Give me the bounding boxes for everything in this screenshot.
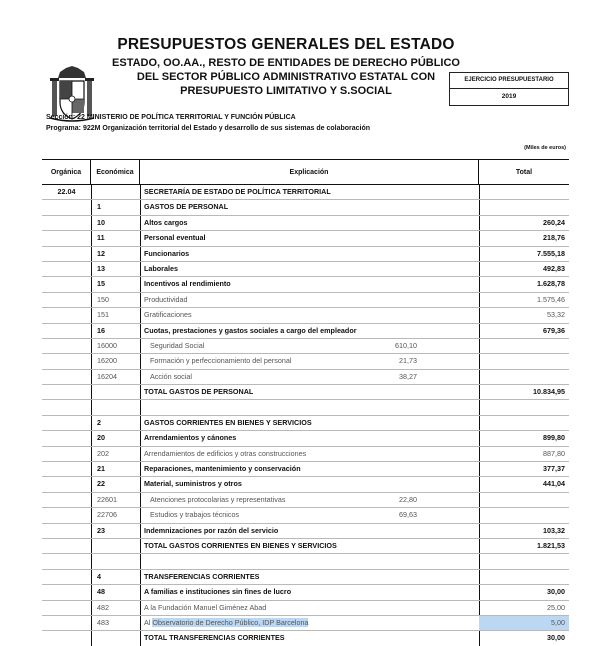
cell-organica	[42, 616, 91, 630]
cell-total: 377,37	[543, 464, 565, 474]
table-row	[42, 262, 569, 277]
subtitle-line: DEL SECTOR PÚBLICO ADMINISTRATIVO ESTATAL CON	[136, 71, 436, 83]
cell-explicacion: Productividad	[144, 294, 188, 304]
table-row	[42, 385, 569, 400]
cell-economica	[91, 400, 140, 414]
cell-total: 30,00	[547, 587, 565, 597]
cell-economica: 12	[97, 248, 105, 258]
cell-explicacion: A familias e instituciones sin fines de lucro	[144, 587, 292, 597]
header-explicacion: Explicación	[140, 160, 479, 184]
programa-line: Programa: 922M Organización territorial del Estado y desarrollo de sus sistemas de colaboración	[46, 125, 371, 132]
cell-organica	[42, 200, 91, 214]
cell-explicacion: GASTOS DE PERSONAL	[144, 202, 229, 212]
cell-explicacion: Formación y perfeccionamiento del personal 21,73	[140, 354, 479, 368]
table-row	[42, 231, 569, 246]
cell-total: 10.834,95	[533, 387, 565, 397]
cell-organica	[42, 277, 91, 291]
cell-organica	[42, 431, 91, 445]
cell-total: 103,32	[543, 525, 565, 535]
cell-total: 7.555,18	[537, 248, 565, 258]
cell-total	[479, 200, 569, 214]
cell-economica: 16200	[97, 356, 117, 366]
cell-economica: 16	[97, 325, 105, 335]
cell-subtotal: 22,80	[399, 494, 417, 504]
header-total: Total	[515, 168, 533, 176]
cell-total	[479, 493, 569, 507]
subtitle-line: PRESUPUESTO LIMITATIVO Y S.SOCIAL	[180, 85, 392, 97]
cell-explicacion: Atenciones protocolarias y representativas 22,80	[140, 493, 479, 507]
cell-total	[479, 508, 569, 522]
cell-total: 218,76	[543, 233, 565, 243]
table-row	[42, 185, 569, 200]
cell-economica: 13	[97, 263, 105, 273]
table-row	[42, 200, 569, 215]
table-row	[42, 508, 569, 523]
cell-economica: 22	[97, 479, 105, 489]
cell-organica	[42, 370, 91, 384]
cell-total	[479, 570, 569, 584]
cell-economica	[91, 539, 140, 553]
cell-total: 441,04	[543, 479, 565, 489]
subtitle-line: ESTADO, OO.AA., RESTO DE ENTIDADES DE DERECHO PÚBLICO	[112, 57, 460, 69]
ejercicio-label: EJERCICIO PRESUPUESTARIO	[450, 73, 568, 89]
cell-economica: 11	[97, 233, 105, 243]
cell-organica	[42, 231, 91, 245]
cell-organica	[42, 554, 91, 568]
cell-organica	[42, 247, 91, 261]
table-row	[42, 324, 569, 339]
cell-explicacion	[140, 400, 479, 414]
cell-economica: 21	[97, 464, 105, 474]
cell-organica	[42, 570, 91, 584]
table-row	[42, 431, 569, 446]
table-row	[42, 631, 569, 645]
ejercicio-box	[449, 72, 569, 106]
table-row	[42, 447, 569, 462]
document-title: PRESUPUESTOS GENERALES DEL ESTADO	[117, 36, 455, 53]
cell-economica: 2	[97, 417, 101, 427]
cell-total	[479, 554, 569, 568]
cell-economica: 23	[97, 525, 105, 535]
cell-explicacion: Altos cargos	[144, 217, 188, 227]
cell-explicacion: Indemnizaciones por razón del servicio	[144, 525, 279, 535]
cell-economica: 15	[97, 279, 105, 289]
cell-total: 53,32	[547, 310, 565, 320]
cell-explicacion: TOTAL GASTOS CORRIENTES EN BIENES Y SERVICIOS	[144, 540, 337, 550]
table-header	[42, 159, 569, 185]
cell-explicacion: Seguridad Social 610,10	[140, 339, 479, 353]
cell-explicacion: Cuotas, prestaciones y gastos sociales a cargo del empleador	[144, 325, 357, 335]
cell-explicacion: Laborales	[144, 263, 178, 273]
cell-explicacion: A la Fundación Manuel Giménez Abad	[144, 602, 267, 612]
cell-organica	[42, 354, 91, 368]
cell-explicacion: TOTAL GASTOS DE PERSONAL	[144, 387, 254, 397]
cell-organica	[42, 293, 91, 307]
cell-economica: 22601	[97, 494, 117, 504]
cell-organica: 22.04	[57, 187, 76, 196]
table-row	[42, 493, 569, 508]
cell-explicacion: Incentivos al rendimiento	[144, 279, 231, 289]
cell-economica: 16204	[97, 371, 117, 381]
cell-total	[479, 400, 569, 414]
cell-organica	[42, 385, 91, 399]
cell-explicacion: GASTOS CORRIENTES EN BIENES Y SERVICIOS	[144, 417, 312, 427]
selected-text: Observatorio de Derecho Público, IDP Barcelona	[152, 617, 309, 627]
cell-organica	[42, 216, 91, 230]
cell-total: 899,80	[543, 433, 565, 443]
cell-total: 1.821,53	[537, 540, 565, 550]
cell-subtotal: 69,63	[399, 510, 417, 520]
cell-economica: 202	[97, 448, 109, 458]
cell-economica: 1	[97, 202, 101, 212]
cell-organica	[42, 524, 91, 538]
ejercicio-year: 2019	[501, 93, 517, 100]
cell-explicacion: Personal eventual	[144, 233, 206, 243]
table-row	[42, 277, 569, 292]
cell-organica	[42, 447, 91, 461]
cell-total	[479, 185, 569, 199]
table-row	[42, 308, 569, 323]
cell-explicacion: Funcionarios	[144, 248, 190, 258]
cell-organica	[42, 262, 91, 276]
table-row	[42, 400, 569, 415]
cell-economica: 20	[97, 433, 105, 443]
table-row	[42, 616, 569, 631]
cell-explicacion: TOTAL TRANSFERENCIAS CORRIENTES	[144, 633, 285, 643]
cell-economica: 483	[97, 617, 109, 627]
cell-total: 679,36	[543, 325, 565, 335]
cell-explicacion: Arrendamientos y cánones	[144, 433, 237, 443]
table-row	[42, 462, 569, 477]
table-row	[42, 339, 569, 354]
cell-explicacion: Reparaciones, mantenimiento y conservación	[144, 464, 301, 474]
cell-economica: 151	[97, 310, 109, 320]
seccion-line: Sección: 22 MINISTERIO DE POLÍTICA TERRITORIAL Y FUNCIÓN PÚBLICA	[46, 114, 296, 121]
cell-total	[479, 370, 569, 384]
cell-organica	[42, 585, 91, 599]
cell-economica: 10	[97, 217, 105, 227]
table-row	[42, 216, 569, 231]
cell-economica	[91, 185, 140, 199]
cell-organica	[42, 539, 91, 553]
cell-economica: 482	[97, 602, 109, 612]
table-body	[42, 185, 569, 646]
cell-organica	[42, 631, 91, 645]
cell-subtotal: 38,27	[399, 371, 417, 381]
cell-economica	[91, 385, 140, 399]
cell-economica: 48	[97, 587, 105, 597]
cell-organica	[42, 477, 91, 491]
table-row	[42, 570, 569, 585]
cell-total	[479, 339, 569, 353]
cell-total: 1.575,46	[537, 294, 565, 304]
cell-economica	[91, 554, 140, 568]
cell-organica	[42, 339, 91, 353]
header-economica: Económica	[91, 160, 140, 184]
cell-organica	[42, 416, 91, 430]
table-row	[42, 477, 569, 492]
cell-organica	[42, 400, 91, 414]
cell-subtotal: 610,10	[395, 340, 417, 350]
cell-economica	[91, 631, 140, 645]
cell-total: 5,00	[479, 616, 569, 630]
table-row	[42, 293, 569, 308]
cell-total: 492,83	[543, 263, 565, 273]
table-row	[42, 524, 569, 539]
cell-explicacion: Al Observatorio de Derecho Público, IDP Barcelona	[144, 617, 309, 627]
cell-explicacion: TRANSFERENCIAS CORRIENTES	[144, 571, 260, 581]
cell-organica	[42, 462, 91, 476]
cell-explicacion: Material, suministros y otros	[144, 479, 242, 489]
cell-subtotal: 21,73	[399, 356, 417, 366]
cell-total: 25,00	[547, 602, 565, 612]
document-subtitle	[106, 56, 466, 98]
cell-organica	[42, 508, 91, 522]
cell-explicacion: SECRETARÍA DE ESTADO DE POLÍTICA TERRITORIAL	[144, 187, 331, 196]
cell-total	[479, 354, 569, 368]
cell-economica: 4	[97, 571, 101, 581]
table-row	[42, 370, 569, 385]
table-row	[42, 354, 569, 369]
header-organica: Orgánica	[42, 160, 91, 184]
table-row	[42, 247, 569, 262]
cell-organica	[42, 601, 91, 615]
budget-table	[42, 159, 569, 646]
table-row	[42, 539, 569, 554]
table-row	[42, 554, 569, 569]
cell-economica: 22706	[97, 510, 117, 520]
cell-explicacion: Acción social 38,27	[140, 370, 479, 384]
cell-total: 887,80	[543, 448, 565, 458]
cell-economica: 16000	[97, 340, 117, 350]
cell-organica	[42, 324, 91, 338]
cell-organica	[42, 308, 91, 322]
table-row	[42, 601, 569, 616]
cell-total: 1.628,78	[537, 279, 565, 289]
table-row	[42, 585, 569, 600]
cell-total: 260,24	[543, 217, 565, 227]
cell-explicacion	[140, 554, 479, 568]
cell-economica: 150	[97, 294, 109, 304]
cell-organica	[42, 493, 91, 507]
cell-explicacion: Arrendamientos de edificios y otras construcciones	[144, 448, 307, 458]
cell-explicacion: Estudios y trabajos técnicos 69,63	[140, 508, 479, 522]
cell-total	[479, 416, 569, 430]
cell-total: 30,00	[547, 633, 565, 643]
table-row	[42, 416, 569, 431]
cell-explicacion: Gratificaciones	[144, 310, 192, 320]
units-note: (Miles de euros)	[524, 145, 566, 151]
